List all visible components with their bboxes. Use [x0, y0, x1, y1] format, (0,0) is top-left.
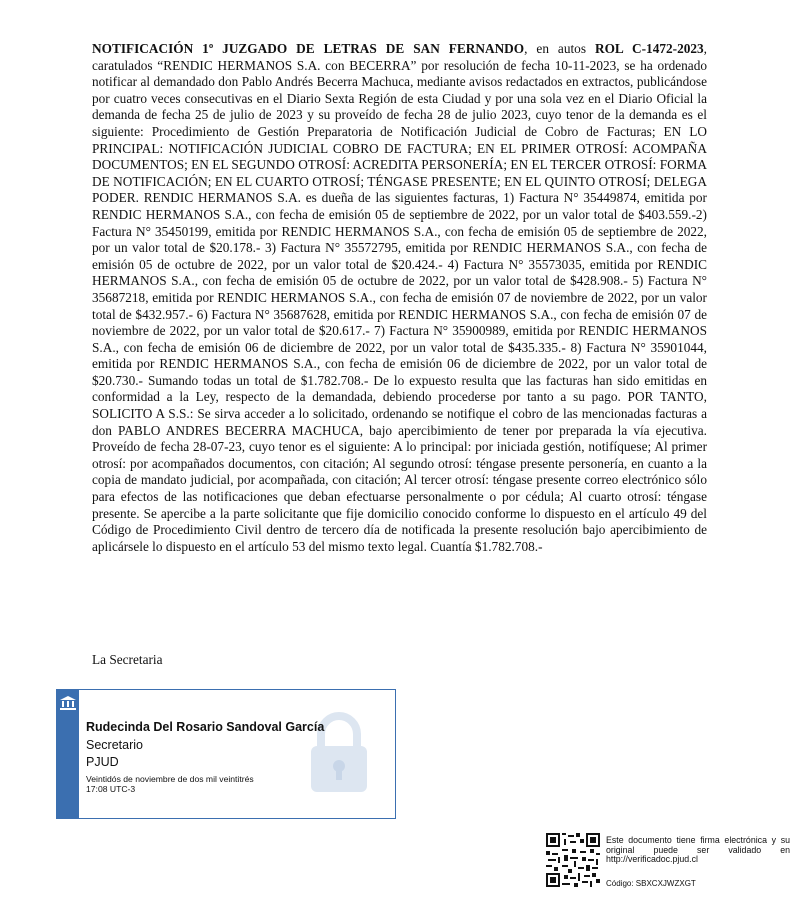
courthouse-icon [60, 696, 76, 710]
signer-role: Secretario [86, 738, 143, 752]
notice-heading: NOTIFICACIÓN 1º JUZGADO DE LETRAS DE SAN FERNANDO [92, 41, 525, 56]
case-number: ROL C-1472-2023 [594, 41, 704, 56]
notice-text-intro: , en autos [524, 41, 595, 56]
signature-timestamp [86, 774, 316, 794]
signer-title: La Secretaria [92, 652, 163, 667]
verification-code: Código: SBXCXJWZXGT [606, 879, 696, 888]
verification-notice: Este documento tiene firma electrónica y su original puede ser validado en http://verificadoc.pjud.cl [606, 835, 790, 865]
signature-time: 17:08 UTC-3 [86, 784, 136, 794]
notice-body [92, 41, 707, 555]
signer-organization: PJUD [86, 755, 119, 769]
notice-text: , caratulados “RENDIC HERMANOS S.A. con BECERRA” por resolución de fecha 10-11-2023, se ha ordenado notificar al demandado don Pablo Andrés Becerra Machuca, mediante avisos redactados en extractos, publicándose por cuatro veces consecutivas en el Diario Sexta Región de esta Ciudad y por una sola vez en el Diario Oficial la demanda de fecha 25 de julio de 2023 y su proveído de fecha 28 de julio 2023, cuyo tenor de la demanda es el siguiente: Procedimiento de Gestión Preparatoria de Notificación Judicial de Cobro de Facturas; EN LO PRINCIPAL: NOTIFICACIÓN JUDICIAL COBRO DE FACTURA; EN EL PRIMER OTROSÍ: ACOMPAÑA DOCUMENTOS; EN EL SEGUNDO OTROSÍ: ACREDITA PERSONERÍA; EN EL TERCER OTROSÍ: FORMA DE NOTIFICACIÓN; EN EL CUARTO OTROSÍ; TÉNGASE PRESENTE; EN EL QUINTO OTROSÍ; DELEGA PODER. RENDIC HERMANOS S.A. es dueña de las siguientes facturas, 1) Factura N° 35449874, emitida por RENDIC HERMANOS S.A., con fecha de emisión 05 de septiembre de 2022, por un valor total de $403.559.-2) Factura N° 35450199, emitida por RENDIC HERMANOS S.A., con fecha de emisión 05 de septiembre de 2022, por un valor total de $20.178.- 3) Factura N° 35572795, emitida por RENDIC HERMANOS S.A., con fecha de emisión 05 de octubre de 2022, por un valor total de $20.424.- 4) Factura N° 35573035, emitida por RENDIC HERMANOS S.A., con fecha de emisión 05 de octubre de 2022, por un valor total de $428.908.- 5) Factura N° 35687218, emitida por RENDIC HERMANOS S.A., con fecha de emisión 07 de noviembre de 2022, por un valor total de $432.957.- 6) Factura N° 35687628, emitida por RENDIC HERMANOS S.A., con fecha de emisión 07 de noviembre de 2022, por un valor total de $20.617.- 7) Factura N° 35900989, emitida por RENDIC HERMANOS S.A., con fecha de emisión 06 de diciembre de 2022, por un valor total de $435.335.- 8) Factura N° 35901044, emitida por RENDIC HERMANOS S.A., con fecha de emisión 06 de diciembre de 2022, por un valor total de $20.730.- Sumando todas un total de $1.782.708.- De lo expuesto resulta que las facturas han sido emitidas en conformidad a la Ley, respecto de la demandada, debiendo procederse por tanto a su pago. POR TANTO, SOLICITO A S.S.: Se sirva acceder a lo solicitado, ordenando se notifique el cobro de las mencionadas facturas a don PABLO ANDRES BECERRA MACHUCA, bajo apercibimiento de tener por preparada la vía ejecutiva. Proveído de fecha 28-07-23, cuyo tenor es el siguiente: A lo principal: por iniciada gestión, notifíquese; Al primer otrosí: por acompañados documentos, con citación; Al segundo otrosí: téngase presente personería, en cuanto a la copia de mandato judicial, por acompañada, con citación; Al tercer otrosí: téngase presente correo electrónico sólo para efectos de las notificaciones que deban efectuarse personalmente o por cédula; Al cuarto otrosí: téngase presente. Se apercibe a la parte solicitante que fije domicilio conocido conforme lo dispuesto en el artículo 49 del Código de Procedimiento Civil dentro de tercero día de notificada la presente resolución bajo apercibimiento de aplicársele lo dispuesto en el artículo 53 del mismo texto legal. Cuantía $1.782.708.- [92, 41, 707, 554]
qr-code [546, 833, 600, 887]
signature-date: Veintidós de noviembre de dos mil veintitrés [86, 774, 254, 784]
signer-name: Rudecinda Del Rosario Sandoval García [86, 720, 325, 734]
electronic-signature-box [56, 689, 396, 819]
signature-sidebar [57, 690, 79, 818]
